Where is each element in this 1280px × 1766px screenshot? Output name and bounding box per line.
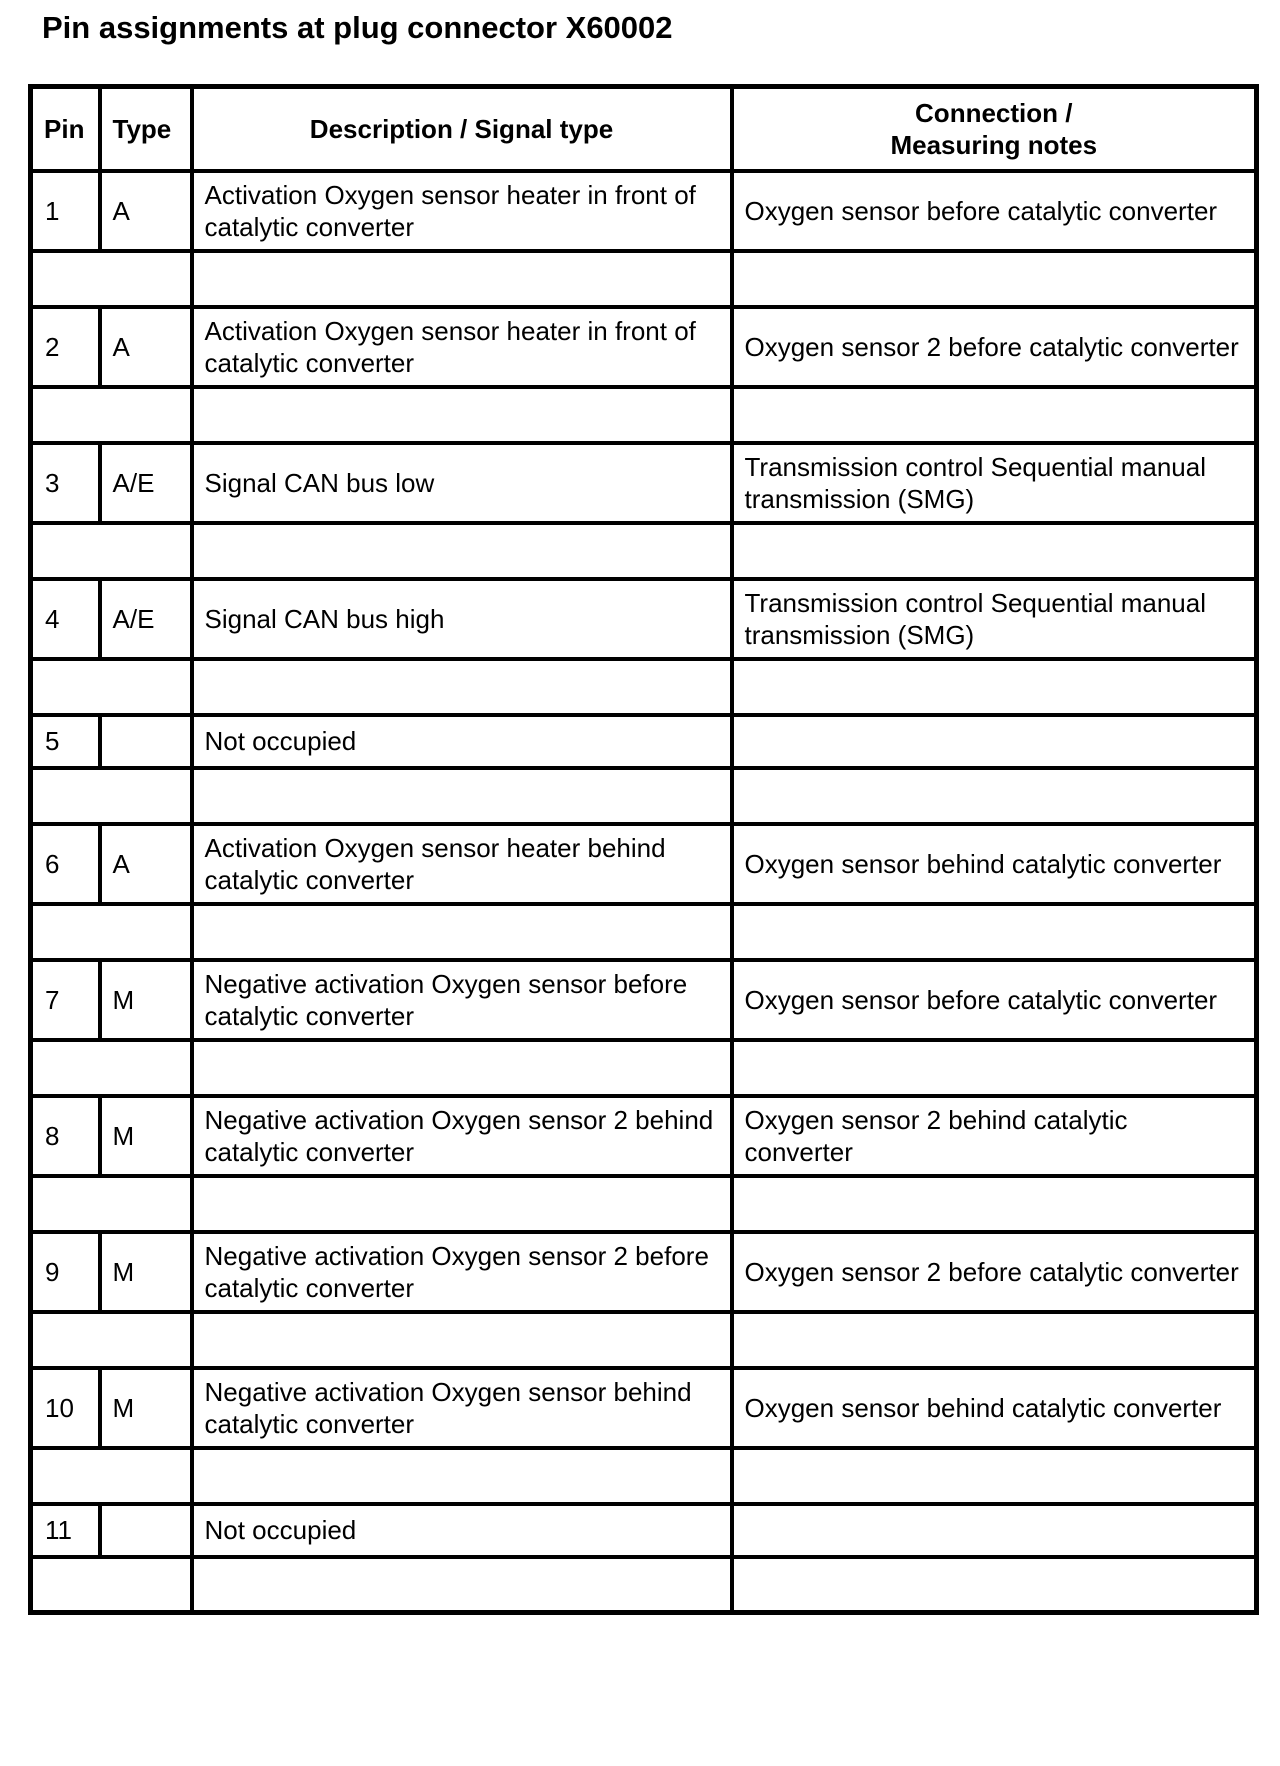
spacer-cell bbox=[732, 1448, 1257, 1504]
description-cell: Activation Oxygen sensor heater in front of catalytic converter bbox=[192, 171, 732, 251]
spacer-cell bbox=[31, 251, 192, 307]
type-cell: A bbox=[100, 171, 192, 251]
pin-cell: 9 bbox=[31, 1232, 100, 1312]
spacer-cell bbox=[31, 387, 192, 443]
spacer-cell bbox=[192, 1557, 732, 1613]
pin-cell: 5 bbox=[31, 715, 100, 768]
connection-cell: Oxygen sensor before catalytic converter bbox=[732, 960, 1257, 1040]
spacer-cell bbox=[732, 768, 1257, 824]
pin-cell: 11 bbox=[31, 1504, 100, 1557]
header-connection bbox=[732, 87, 1257, 171]
table-row bbox=[31, 960, 1257, 1040]
spacer-cell bbox=[31, 1040, 192, 1096]
spacer-row bbox=[31, 904, 1257, 960]
connection-cell: Oxygen sensor behind catalytic converter bbox=[732, 1368, 1257, 1448]
spacer-cell bbox=[732, 1557, 1257, 1613]
table-body bbox=[31, 171, 1257, 1613]
connection-cell: Oxygen sensor behind catalytic converter bbox=[732, 824, 1257, 904]
table-row bbox=[31, 1368, 1257, 1448]
spacer-cell bbox=[192, 768, 732, 824]
table-row bbox=[31, 1232, 1257, 1312]
pin-assignment-table bbox=[28, 84, 1259, 1615]
description-cell: Signal CAN bus high bbox=[192, 579, 732, 659]
header-connection-line2: Measuring notes bbox=[890, 129, 1098, 160]
type-cell bbox=[100, 1504, 192, 1557]
description-cell: Not occupied bbox=[192, 715, 732, 768]
pin-cell: 4 bbox=[31, 579, 100, 659]
spacer-cell bbox=[31, 523, 192, 579]
pin-cell: 7 bbox=[31, 960, 100, 1040]
description-cell: Not occupied bbox=[192, 1504, 732, 1557]
spacer-cell bbox=[192, 1040, 732, 1096]
type-cell: M bbox=[100, 1096, 192, 1176]
spacer-cell bbox=[31, 1176, 192, 1232]
type-cell: A bbox=[100, 824, 192, 904]
pin-cell: 1 bbox=[31, 171, 100, 251]
spacer-cell bbox=[31, 1312, 192, 1368]
spacer-row bbox=[31, 1448, 1257, 1504]
spacer-cell bbox=[732, 904, 1257, 960]
spacer-row bbox=[31, 768, 1257, 824]
table-row bbox=[31, 715, 1257, 768]
description-cell: Negative activation Oxygen sensor 2 before catalytic converter bbox=[192, 1232, 732, 1312]
spacer-row bbox=[31, 1312, 1257, 1368]
pin-cell: 3 bbox=[31, 443, 100, 523]
type-cell: A/E bbox=[100, 579, 192, 659]
page-title: Pin assignments at plug connector X60002 bbox=[42, 10, 673, 45]
connection-cell: Transmission control Sequential manual transmission (SMG) bbox=[732, 443, 1257, 523]
type-cell: M bbox=[100, 1232, 192, 1312]
spacer-row bbox=[31, 523, 1257, 579]
description-cell: Negative activation Oxygen sensor behind catalytic converter bbox=[192, 1368, 732, 1448]
pin-cell: 10 bbox=[31, 1368, 100, 1448]
spacer-cell bbox=[732, 1312, 1257, 1368]
connection-cell bbox=[732, 715, 1257, 768]
header-description: Description / Signal type bbox=[192, 87, 732, 171]
spacer-row bbox=[31, 1040, 1257, 1096]
pin-cell: 8 bbox=[31, 1096, 100, 1176]
type-cell: M bbox=[100, 1368, 192, 1448]
spacer-cell bbox=[732, 1176, 1257, 1232]
table-row bbox=[31, 1504, 1257, 1557]
spacer-cell bbox=[732, 251, 1257, 307]
description-cell: Signal CAN bus low bbox=[192, 443, 732, 523]
spacer-row bbox=[31, 387, 1257, 443]
description-cell: Negative activation Oxygen sensor 2 behind catalytic converter bbox=[192, 1096, 732, 1176]
spacer-cell bbox=[192, 251, 732, 307]
header-type: Type bbox=[100, 87, 192, 171]
type-cell: M bbox=[100, 960, 192, 1040]
spacer-cell bbox=[192, 1312, 732, 1368]
spacer-cell bbox=[31, 1557, 192, 1613]
spacer-cell bbox=[732, 659, 1257, 715]
spacer-row bbox=[31, 1176, 1257, 1232]
spacer-cell bbox=[31, 768, 192, 824]
description-cell: Activation Oxygen sensor heater behind catalytic converter bbox=[192, 824, 732, 904]
table-row bbox=[31, 824, 1257, 904]
pin-cell: 6 bbox=[31, 824, 100, 904]
spacer-row bbox=[31, 659, 1257, 715]
spacer-cell bbox=[192, 1176, 732, 1232]
spacer-cell bbox=[31, 659, 192, 715]
header-connection-line1: Connection / bbox=[915, 97, 1073, 128]
table-row bbox=[31, 307, 1257, 387]
table-header-row bbox=[31, 87, 1257, 171]
header-pin: Pin bbox=[31, 87, 100, 171]
connection-cell: Oxygen sensor 2 before catalytic converter bbox=[732, 307, 1257, 387]
spacer-cell bbox=[192, 523, 732, 579]
table-row bbox=[31, 1096, 1257, 1176]
spacer-cell bbox=[192, 387, 732, 443]
type-cell: A/E bbox=[100, 443, 192, 523]
connection-cell: Transmission control Sequential manual transmission (SMG) bbox=[732, 579, 1257, 659]
connection-cell: Oxygen sensor 2 behind catalytic converter bbox=[732, 1096, 1257, 1176]
pin-cell: 2 bbox=[31, 307, 100, 387]
type-cell: A bbox=[100, 307, 192, 387]
table-row bbox=[31, 171, 1257, 251]
spacer-cell bbox=[732, 1040, 1257, 1096]
description-cell: Negative activation Oxygen sensor before catalytic converter bbox=[192, 960, 732, 1040]
spacer-cell bbox=[192, 659, 732, 715]
spacer-cell bbox=[732, 523, 1257, 579]
connection-cell: Oxygen sensor before catalytic converter bbox=[732, 171, 1257, 251]
connection-cell bbox=[732, 1504, 1257, 1557]
spacer-cell bbox=[732, 387, 1257, 443]
table-row bbox=[31, 443, 1257, 523]
spacer-cell bbox=[31, 1448, 192, 1504]
type-cell bbox=[100, 715, 192, 768]
spacer-cell bbox=[192, 1448, 732, 1504]
spacer-cell bbox=[31, 904, 192, 960]
spacer-row bbox=[31, 251, 1257, 307]
description-cell: Activation Oxygen sensor heater in front of catalytic converter bbox=[192, 307, 732, 387]
spacer-cell bbox=[192, 904, 732, 960]
spacer-row bbox=[31, 1557, 1257, 1613]
connection-cell: Oxygen sensor 2 before catalytic converter bbox=[732, 1232, 1257, 1312]
table-row bbox=[31, 579, 1257, 659]
